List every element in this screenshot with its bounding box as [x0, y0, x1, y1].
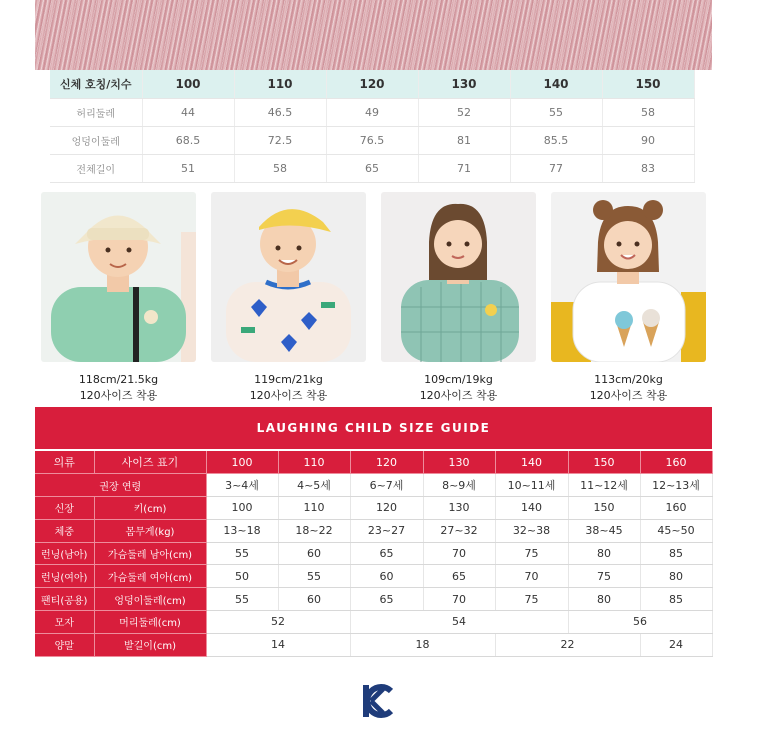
size-table-header-cell: 140 — [510, 70, 602, 98]
guide-cell: 110 — [278, 497, 350, 520]
guide-cell: 75 — [495, 588, 568, 611]
guide-cell: 65 — [350, 542, 423, 565]
size-table-cell: 90 — [602, 126, 694, 154]
model-caption-1 — [41, 372, 196, 404]
fabric-swatch-image — [35, 0, 712, 70]
size-table-cell: 85.5 — [510, 126, 602, 154]
guide-cell: 12~13세 — [640, 474, 712, 497]
guide-cell: 32~38 — [495, 519, 568, 542]
guide-row-hat — [35, 611, 712, 634]
guide-cell: 22 — [495, 633, 640, 656]
guide-cell: 120 — [350, 497, 423, 520]
model-measure: 109cm/19kg — [424, 373, 493, 386]
guide-row-category: 런닝(남아) — [35, 542, 94, 565]
model-measure: 113cm/20kg — [594, 373, 663, 386]
guide-cell: 13~18 — [206, 519, 278, 542]
guide-cell: 60 — [350, 565, 423, 588]
size-table-row — [50, 126, 694, 154]
guide-cell: 80 — [568, 588, 640, 611]
guide-cell: 8~9세 — [423, 474, 495, 497]
guide-cell: 52 — [206, 611, 350, 634]
size-table-header-cell: 150 — [602, 70, 694, 98]
guide-header-cell: 110 — [278, 451, 350, 474]
guide-header-cell: 사이즈 표기 — [94, 451, 206, 474]
guide-cell: 55 — [278, 565, 350, 588]
guide-cell: 150 — [568, 497, 640, 520]
guide-cell: 3~4세 — [206, 474, 278, 497]
guide-row-label: 엉덩이둘레(cm) — [94, 588, 206, 611]
model-caption-2 — [211, 372, 366, 404]
size-table-cell: 55 — [510, 98, 602, 126]
guide-cell: 100 — [206, 497, 278, 520]
size-table-cell: 83 — [602, 154, 694, 182]
model-size-worn: 120사이즈 착용 — [79, 389, 158, 402]
guide-cell: 24 — [640, 633, 712, 656]
guide-row-category: 양말 — [35, 633, 94, 656]
size-table-cell: 44 — [142, 98, 234, 126]
size-table-header-cell: 120 — [326, 70, 418, 98]
model-photo-2 — [211, 192, 366, 362]
guide-cell: 65 — [350, 588, 423, 611]
guide-header-cell: 150 — [568, 451, 640, 474]
guide-cell: 160 — [640, 497, 712, 520]
guide-cell: 60 — [278, 542, 350, 565]
guide-header-cell: 140 — [495, 451, 568, 474]
guide-cell: 130 — [423, 497, 495, 520]
guide-row-category: 신장 — [35, 497, 94, 520]
guide-cell: 60 — [278, 588, 350, 611]
guide-cell: 55 — [206, 542, 278, 565]
size-table-cell: 71 — [418, 154, 510, 182]
guide-cell: 23~27 — [350, 519, 423, 542]
guide-cell: 80 — [640, 565, 712, 588]
guide-header-cell: 100 — [206, 451, 278, 474]
model-caption-3 — [381, 372, 536, 404]
size-table — [50, 70, 695, 183]
guide-row-socks — [35, 633, 712, 656]
model-photo-4 — [551, 192, 706, 362]
size-guide-title: LAUGHING CHILD SIZE GUIDE — [35, 407, 712, 449]
size-table-cell: 81 — [418, 126, 510, 154]
size-table-cell: 52 — [418, 98, 510, 126]
size-table-header-cell: 신체 호칭/치수 — [50, 70, 142, 98]
model-size-worn: 120사이즈 착용 — [249, 389, 328, 402]
guide-row-label: 발길이(cm) — [94, 633, 206, 656]
guide-row-category: 체중 — [35, 519, 94, 542]
guide-row — [35, 565, 712, 588]
guide-cell: 38~45 — [568, 519, 640, 542]
model-caption-4 — [551, 372, 706, 404]
guide-row-label: 가슴둘레 남아(cm) — [94, 542, 206, 565]
size-table-row — [50, 154, 694, 182]
size-table-row-label: 허리둘레 — [50, 98, 142, 126]
guide-header-cell: 130 — [423, 451, 495, 474]
size-table-row-label: 엉덩이둘레 — [50, 126, 142, 154]
guide-row-category: 모자 — [35, 611, 94, 634]
guide-header-cell: 120 — [350, 451, 423, 474]
guide-cell: 75 — [495, 542, 568, 565]
size-guide-table — [35, 451, 713, 657]
guide-cell: 55 — [206, 588, 278, 611]
guide-cell: 50 — [206, 565, 278, 588]
guide-cell: 65 — [423, 565, 495, 588]
size-table-cell: 51 — [142, 154, 234, 182]
guide-row-label: 권장 연령 — [35, 474, 206, 497]
guide-cell: 45~50 — [640, 519, 712, 542]
size-table-cell: 46.5 — [234, 98, 326, 126]
guide-row-category: 팬티(공용) — [35, 588, 94, 611]
guide-row-category: 런닝(여아) — [35, 565, 94, 588]
guide-cell: 70 — [495, 565, 568, 588]
kc-mark-icon — [361, 683, 395, 719]
guide-row — [35, 519, 712, 542]
size-table-header-cell: 130 — [418, 70, 510, 98]
size-table-cell: 49 — [326, 98, 418, 126]
size-table-cell: 58 — [602, 98, 694, 126]
guide-cell: 70 — [423, 588, 495, 611]
size-table-header-cell: 110 — [234, 70, 326, 98]
guide-cell: 11~12세 — [568, 474, 640, 497]
guide-row — [35, 542, 712, 565]
guide-row-age — [35, 474, 712, 497]
guide-row-label: 키(cm) — [94, 497, 206, 520]
guide-cell: 27~32 — [423, 519, 495, 542]
guide-cell: 75 — [568, 565, 640, 588]
guide-cell: 85 — [640, 588, 712, 611]
guide-cell: 10~11세 — [495, 474, 568, 497]
model-size-worn: 120사이즈 착용 — [419, 389, 498, 402]
guide-cell: 70 — [423, 542, 495, 565]
model-measure: 119cm/21kg — [254, 373, 323, 386]
guide-header-cell: 의류 — [35, 451, 94, 474]
model-measure: 118cm/21.5kg — [78, 373, 159, 386]
guide-cell: 14 — [206, 633, 350, 656]
size-table-cell: 76.5 — [326, 126, 418, 154]
size-table-cell: 58 — [234, 154, 326, 182]
size-table-cell: 72.5 — [234, 126, 326, 154]
guide-row — [35, 497, 712, 520]
size-table-cell: 77 — [510, 154, 602, 182]
guide-cell: 56 — [568, 611, 712, 634]
guide-cell: 85 — [640, 542, 712, 565]
size-table-cell: 68.5 — [142, 126, 234, 154]
guide-row-label: 몸무게(kg) — [94, 519, 206, 542]
size-table-row-label: 전체길이 — [50, 154, 142, 182]
guide-cell: 54 — [350, 611, 568, 634]
guide-row-label: 머리둘레(cm) — [94, 611, 206, 634]
guide-cell: 18~22 — [278, 519, 350, 542]
guide-cell: 6~7세 — [350, 474, 423, 497]
size-table-cell: 65 — [326, 154, 418, 182]
guide-row-label: 가슴둘레 여아(cm) — [94, 565, 206, 588]
guide-cell: 80 — [568, 542, 640, 565]
guide-header-row — [35, 451, 712, 474]
guide-cell: 18 — [350, 633, 495, 656]
size-table-header-cell: 100 — [142, 70, 234, 98]
size-table-header — [50, 70, 694, 98]
size-table-row — [50, 98, 694, 126]
guide-header-cell: 160 — [640, 451, 712, 474]
guide-cell: 140 — [495, 497, 568, 520]
guide-cell: 4~5세 — [278, 474, 350, 497]
model-size-worn: 120사이즈 착용 — [589, 389, 668, 402]
model-photo-3 — [381, 192, 536, 362]
model-photo-1 — [41, 192, 196, 362]
guide-row — [35, 588, 712, 611]
